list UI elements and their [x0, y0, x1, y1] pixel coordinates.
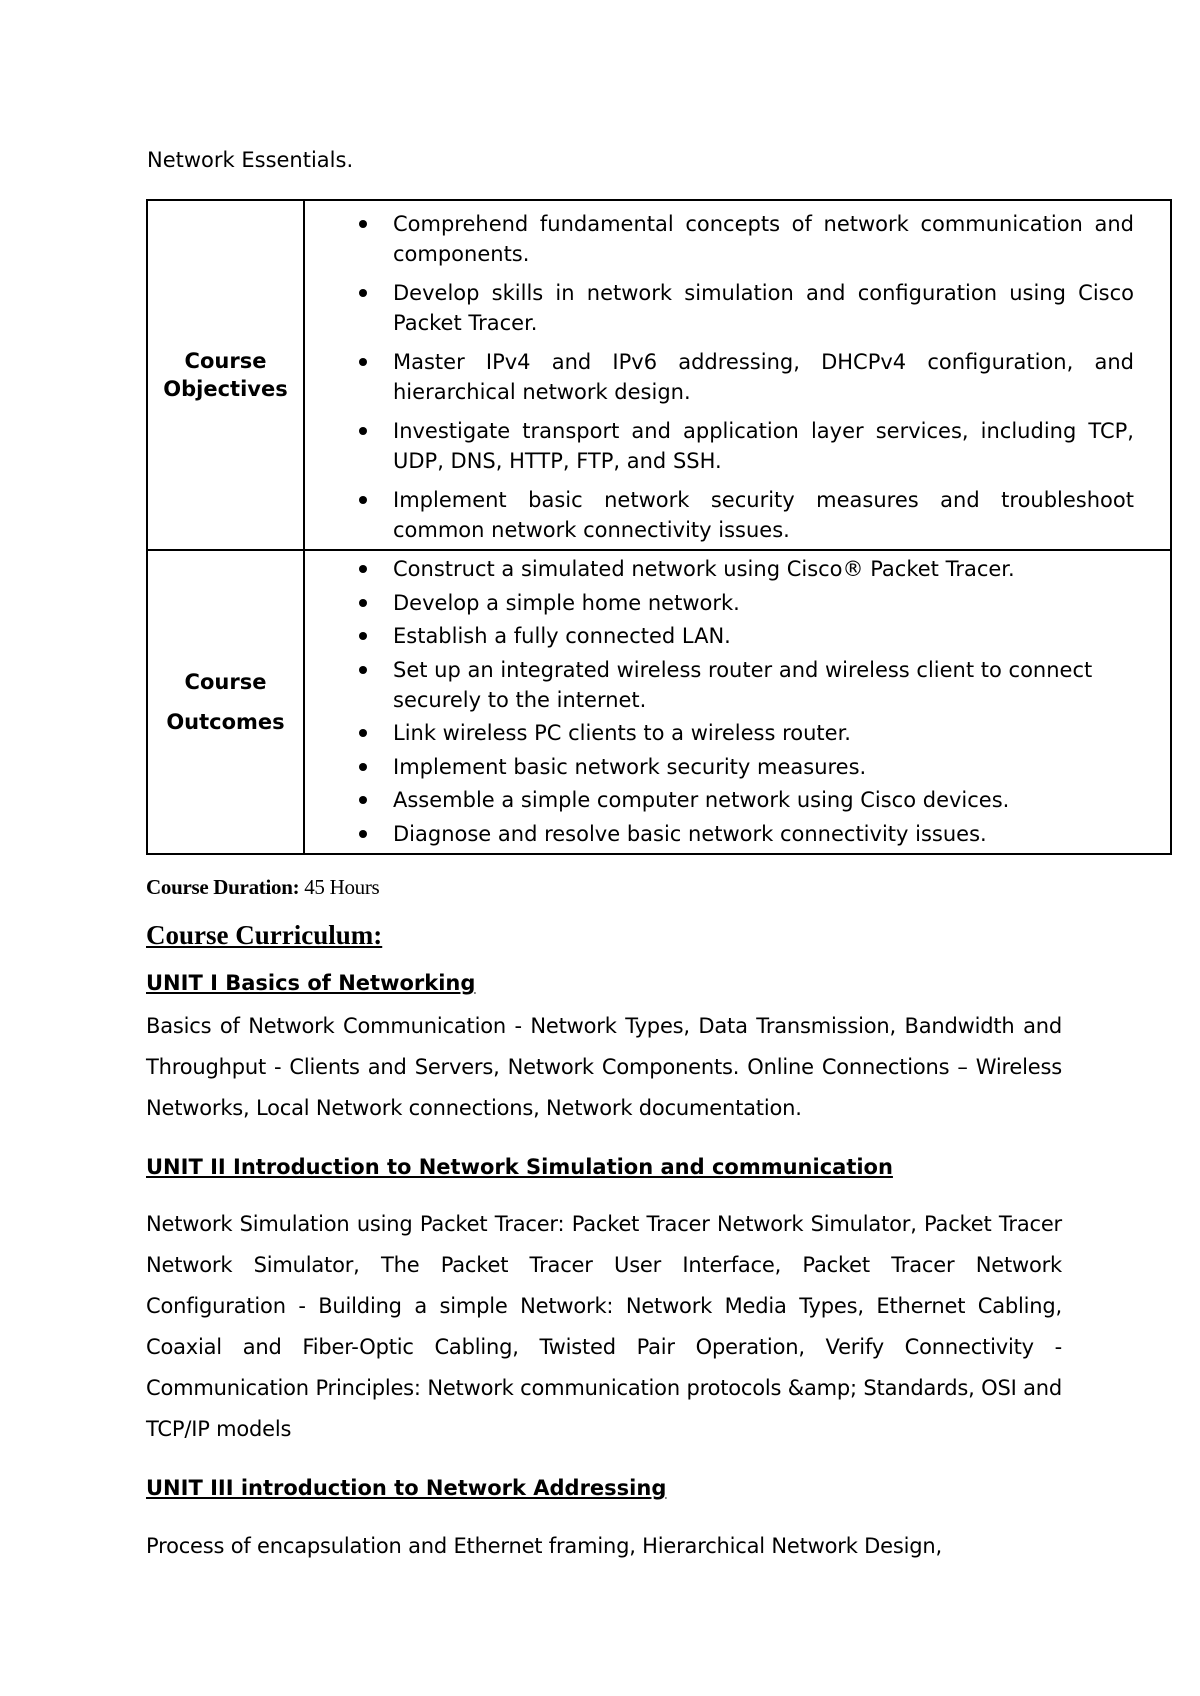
unit-1-title: UNIT I Basics of Networking [146, 971, 476, 995]
objectives-list [305, 201, 1170, 549]
outcomes-row [147, 550, 1171, 854]
outcome-item: Implement basic network security measures. [305, 752, 1134, 782]
outcome-item: Construct a simulated network using Cisco® Packet Tracer. [305, 554, 1134, 584]
objectives-label-line2: Objectives [163, 377, 288, 401]
course-duration-label: Course Duration: [146, 875, 300, 899]
outcome-item: Assemble a simple computer network using Cisco devices. [305, 785, 1134, 815]
objectives-label [147, 200, 304, 550]
unit-1-body: Basics of Network Communication - Network Types, Data Transmission, Bandwidth and Throughput - Clients and Servers, Network Components. Online Connections – Wireless Networks, Local Network connections, Network documentation. [146, 1014, 1062, 1120]
course-table [146, 199, 1172, 855]
outcome-item: Set up an integrated wireless router and wireless client to connect securely to the internet. [305, 655, 1134, 715]
objectives-label-line1: Course [184, 349, 267, 373]
objectives-row [147, 200, 1171, 550]
unit-2-title: UNIT II Introduction to Network Simulation and communication [146, 1155, 893, 1179]
objective-item: Comprehend fundamental concepts of network communication and components. [305, 209, 1134, 269]
outcome-item: Link wireless PC clients to a wireless router. [305, 718, 1134, 748]
outcome-item: Diagnose and resolve basic network connectivity issues. [305, 819, 1134, 849]
objective-item: Develop skills in network simulation and configuration using Cisco Packet Tracer. [305, 278, 1134, 338]
course-duration-value: 45 Hours [304, 875, 380, 899]
unit-2-body: Network Simulation using Packet Tracer: Packet Tracer Network Simulator, Packet Tracer Network Simulator, The Packet Tracer User Interface, Packet Tracer Network Configuration - Building a simple Network: Network Media Types, Ethernet Cabling, Coaxial and Fiber-Optic Cabling, Twisted Pair Operation, Verify Connectivity - Communication Principles: Network communication protocols &amp; Standards, OSI and TCP/IP models [146, 1212, 1062, 1441]
unit-3-title: UNIT III introduction to Network Addressing [146, 1476, 667, 1500]
objectives-cell [304, 200, 1171, 550]
outcome-item: Develop a simple home network. [305, 588, 1134, 618]
course-duration [146, 873, 379, 901]
objective-item: Implement basic network security measures and troubleshoot common network connectivity issues. [305, 485, 1134, 545]
outcomes-label-line1: Course [184, 669, 267, 694]
unit-3-body: Process of encapsulation and Ethernet framing, Hierarchical Network Design, [146, 1534, 942, 1558]
objective-item: Master IPv4 and IPv6 addressing, DHCPv4 configuration, and hierarchical network design. [305, 347, 1134, 407]
outcomes-list [305, 551, 1170, 853]
outcome-item: Establish a fully connected LAN. [305, 621, 1134, 651]
outcomes-cell [304, 550, 1171, 854]
objective-item: Investigate transport and application layer services, including TCP, UDP, DNS, HTTP, FTP, and SSH. [305, 416, 1134, 476]
curriculum-heading: Course Curriculum: [146, 920, 383, 950]
outcomes-label [147, 550, 304, 854]
intro-text: Network Essentials. [147, 148, 354, 172]
outcomes-label-line2: Outcomes [166, 709, 285, 734]
